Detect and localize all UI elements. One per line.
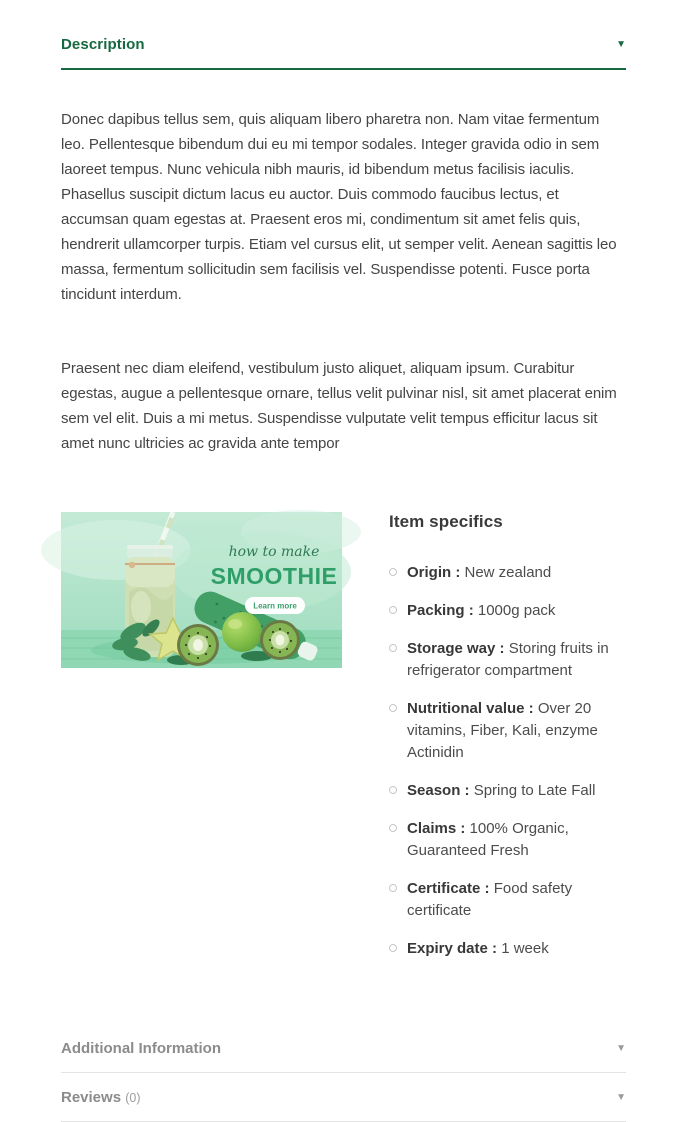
description-media-row [61,512,626,976]
accordion-additional-information-header[interactable] [61,1024,626,1072]
description-divider [61,68,626,70]
item-specifics-text: Season : Spring to Late Fall [407,782,596,799]
item-specifics-row [389,878,626,922]
circle-bullet-icon [389,644,397,652]
accordion-reviews-label [61,1089,141,1106]
circle-bullet-icon [389,944,397,952]
chevron-down-icon[interactable]: ▼ [616,38,626,50]
item-specifics-row [389,818,626,862]
item-specifics-section [389,512,626,976]
item-specifics-row [389,562,626,584]
item-specifics-row [389,698,626,764]
circle-bullet-icon [389,568,397,576]
item-specifics-text: Expiry date : 1 week [407,940,549,957]
item-specifics-heading: Item specifics [389,512,503,531]
smoothie-banner-image[interactable] [61,512,342,668]
lime [222,612,262,652]
item-specifics-row [389,780,626,802]
accordion-reviews-header[interactable] [61,1073,626,1121]
accordion-additional-information-label: Additional Information [61,1040,221,1057]
description-body [61,107,626,456]
chevron-down-icon[interactable]: ▼ [616,1091,626,1103]
item-specifics-text: Nutritional value : Over 20 vitamins, Fiber, Kali, enzyme Actinidin [407,700,598,761]
item-specifics-text: Claims : 100% Organic, Guaranteed Fresh [407,820,569,859]
description-paragraph-2: Praesent nec diam eleifend, vestibulum justo aliquet, aliquam ipsum. Curabitur egestas, augue a pellentesque ornare, tellus velit pulvinar nisl, sit amet placerat enim sem vel elit. Duis a mi metus. Suspendisse vulputate velit tempus efficitur lacus sit amet nunc ultricies ac gravida ante tempor [61,360,617,452]
content-container [61,0,626,1122]
banner-title: SMOOTHIE [210,563,338,589]
collapsed-accordions [61,1024,626,1122]
reviews-label-text: Reviews [61,1089,122,1106]
item-specifics-text: Storage way : Storing fruits in refrigerator compartment [407,640,609,679]
circle-bullet-icon [389,786,397,794]
accordion-description-header[interactable] [61,0,626,53]
item-specifics-text: Origin : New zealand [407,564,552,581]
item-specifics-list [389,562,626,960]
reviews-count-badge: (0) [125,1091,141,1105]
kiwi-slice-left [177,624,219,666]
circle-bullet-icon [389,824,397,832]
circle-bullet-icon [389,606,397,614]
circle-bullet-icon [389,704,397,712]
item-specifics-row [389,600,626,622]
banner-tagline: how to make [228,544,320,560]
learn-more-label: Learn more [253,601,297,611]
item-specifics-row [389,938,626,960]
description-paragraph-1: Donec dapibus tellus sem, quis aliquam libero pharetra non. Nam vitae fermentum leo. Pellentesque bibendum dui eu mi tempor sodales. Integer gravida odio in sem laoreet tempus. Nunc vehicula nibh mauris, id bibendum metus facilisis iaculis. Phasellus suscipit dictum lacus eu auctor. Duis commodo faucibus lectus, et accumsan quam egestas at. Praesent eros mi, condimentum sit amet felis quis, hendrerit ullamcorper turpis. Etiam vel cursus elit, ut semper velit. Aenean sagittis leo massa, fermentum sollicitudin sem facilisis vel. Suspendisse potenti. Fusce porta tincidunt interdum. [61,111,617,303]
item-specifics-text: Packing : 1000g pack [407,602,556,619]
chevron-down-icon[interactable]: ▼ [616,1042,626,1054]
kiwi-slice-right [260,620,300,660]
accordion-description-label: Description [61,36,145,53]
circle-bullet-icon [389,884,397,892]
item-specifics-row [389,638,626,682]
item-specifics-text: Certificate : Food safety certificate [407,880,573,919]
learn-more-button[interactable] [245,597,305,614]
